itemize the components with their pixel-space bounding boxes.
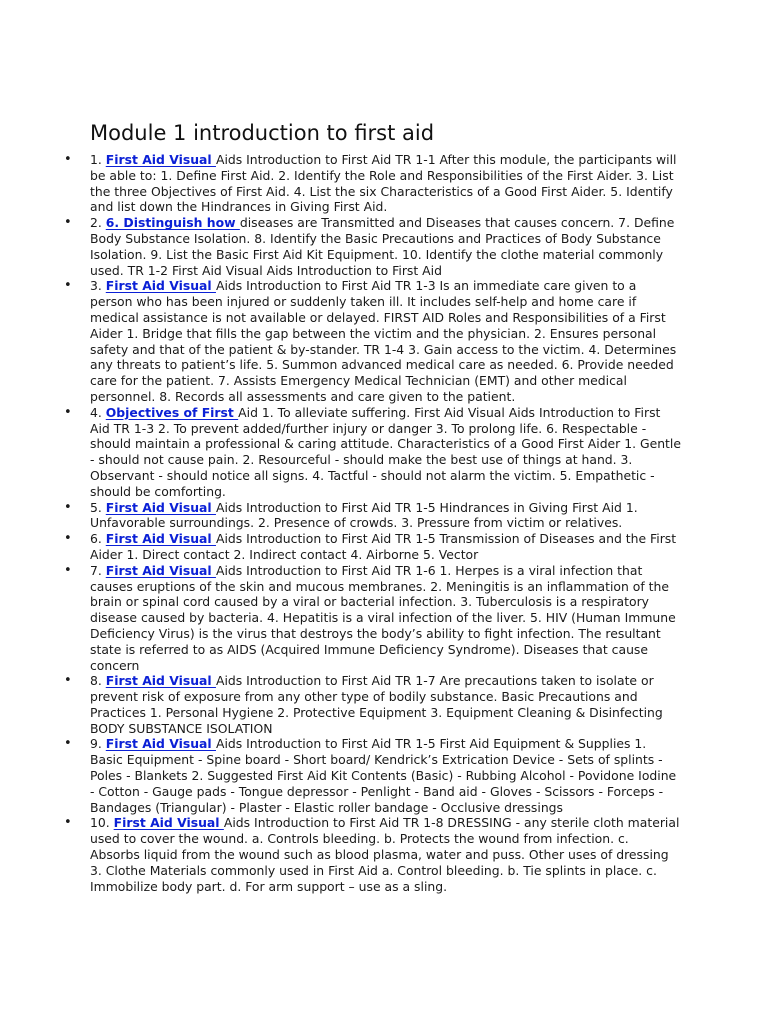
item-link[interactable]: First Aid Visual: [105, 278, 216, 294]
item-link[interactable]: First Aid Visual: [105, 499, 216, 515]
list-item: [64, 673, 682, 736]
bullet-icon: •: [64, 404, 72, 420]
item-number: 10.: [90, 815, 114, 831]
list-item: [64, 499, 682, 532]
bullet-icon: •: [64, 736, 72, 752]
item-text: Aids Introduction to First Aid TR 1-5 Hindrances in Giving First Aid 1. Unfavorable surroundings. 2. Presence of crowds. 3. Pressure from victim or relatives.: [90, 499, 638, 531]
bullet-icon: •: [64, 673, 72, 689]
item-link[interactable]: First Aid Visual: [105, 152, 216, 167]
item-number: 9.: [90, 736, 106, 752]
item-link[interactable]: Objectives of First: [105, 404, 239, 420]
list-item: [64, 278, 682, 404]
item-text: Aids Introduction to First Aid TR 1-8 DRESSING - any sterile cloth material used to cover the wound. a. Controls bleeding. b. Protects the wound from infection. c. Absorbs liquid from the wound such as blood plasma, water and puss. Other uses of dressing 3. Clothe Materials commonly used in First Aid a. Control bleeding. b. Tie splints in place. c. Immobilize body part. d. For arm support – use as a sling.: [90, 815, 680, 894]
item-text: Aids Introduction to First Aid TR 1-5 First Aid Equipment & Supplies 1. Basic Equipment - Spine board - Short board/ Kendrick’s Extrication Device - Sets of splints - Poles - Blankets 2. Suggested First Aid Kit Contents (Basic) - Rubbing Alcohol - Povidone Iodine - Cotton - Gauge pads - Tongue depressor - Penlight - Band aid - Gloves - Scissors - Forceps - Bandages (Triangular) - Plaster - Elastic roller bandage - Occlusive dressings: [90, 736, 677, 815]
item-number: 8.: [90, 673, 106, 689]
list-item: [64, 531, 682, 563]
item-number: 7.: [90, 562, 106, 578]
item-text: Aids Introduction to First Aid TR 1-1 After this module, the participants will be able to: 1. Define First Aid. 2. Identify the Role and Responsibilities of the First Aider. 3. List the three Objectives of First Aid. 4. List the six Characteristics of a Good First Aider. 5. Identify and list down the Hindrances in Giving First Aid.: [90, 152, 677, 215]
item-number: 3.: [90, 278, 106, 294]
bullet-icon: •: [64, 562, 72, 578]
item-number: 5.: [90, 499, 106, 515]
list-item: [64, 815, 682, 894]
bullet-icon: •: [64, 152, 72, 167]
list-item: [64, 404, 682, 500]
item-link[interactable]: First Aid Visual: [105, 562, 216, 578]
document-body: [64, 118, 682, 894]
item-number: 2.: [90, 215, 106, 231]
item-link[interactable]: First Aid Visual: [105, 736, 216, 752]
item-link[interactable]: First Aid Visual: [105, 531, 216, 547]
item-number: 6.: [90, 531, 106, 547]
page-title: Module 1 introduction to first aid: [90, 121, 435, 145]
item-text: Aid 1. To alleviate suffering. First Aid Visual Aids Introduction to First Aid TR 1-3 2. To prevent added/further injury or danger 3. To prolong life. 6. Respectable - should maintain a professional & caring attitude. Characteristics of a Good First Aider 1. Gentle - should not cause pain. 2. Resourceful - should make the best use of things at hand. 3. Observant - should notice all signs. 4. Tactful - should not alarm the victim. 5. Empathetic - should be comforting.: [90, 404, 681, 499]
item-link[interactable]: First Aid Visual: [113, 815, 224, 831]
list-item: [64, 736, 682, 815]
bullet-icon: •: [64, 499, 72, 515]
list-item: [64, 152, 682, 215]
item-text: Aids Introduction to First Aid TR 1-7 Are precautions taken to isolate or prevent risk of exposure from any other type of bodily substance. Basic Precautions and Practices 1. Personal Hygiene 2. Protective Equipment 3. Equipment Cleaning & Disinfecting BODY SUBSTANCE ISOLATION: [90, 673, 663, 736]
bullet-icon: •: [64, 278, 72, 294]
content-list: [64, 152, 682, 894]
item-text: diseases are Transmitted and Diseases that causes concern. 7. Define Body Substance Isolation. 8. Identify the Basic Precautions and Practices of Body Substance Isolation. 9. List the Basic First Aid Kit Equipment. 10. Identify the clothe material commonly used. TR 1-2 First Aid Visual Aids Introduction to First Aid: [90, 215, 675, 278]
bullet-icon: •: [64, 215, 72, 231]
bullet-icon: •: [64, 531, 72, 547]
item-link[interactable]: 6. Distinguish how: [105, 215, 240, 231]
item-text: Aids Introduction to First Aid TR 1-3 Is an immediate care given to a person who has been injured or suddenly taken ill. It includes self-help and home care if medical assistance is not available or delayed. FIRST AID Roles and Responsibilities of a First Aider 1. Bridge that fills the gap between the victim and the physician. 2. Ensures personal safety and that of the patient & by-stander. TR 1-4 3. Gain access to the victim. 4. Determines any threats to patient’s life. 5. Summon advanced medical care as needed. 6. Provide needed care for the patient. 7. Assists Emergency Medical Technician (EMT) and other medical personnel. 8. Records all assessments and care given to the patient.: [90, 278, 677, 404]
bullet-icon: •: [64, 815, 72, 831]
item-text: Aids Introduction to First Aid TR 1-5 Transmission of Diseases and the First Aider 1. Direct contact 2. Indirect contact 4. Airborne 5. Vector: [90, 531, 677, 562]
list-item: [64, 562, 682, 674]
item-number: 4.: [90, 404, 106, 420]
list-item: [64, 215, 682, 278]
item-number: 1.: [90, 152, 106, 167]
item-text: Aids Introduction to First Aid TR 1-6 1. Herpes is a viral infection that causes eruptions of the skin and mucous membranes. 2. Meningitis is an inflammation of the brain or spinal cord caused by a viral or bacterial infection. 3. Tuberculosis is a respiratory disease caused by bacteria. 4. Hepatitis is a viral infection of the liver. 5. HIV (Human Immune Deficiency Virus) is the virus that destroys the body’s ability to fight infection. The resultant state is referred to as AIDS (Acquired Immune Deficiency Syndrome). Diseases that cause concern: [90, 562, 676, 673]
item-link[interactable]: First Aid Visual: [105, 673, 216, 689]
